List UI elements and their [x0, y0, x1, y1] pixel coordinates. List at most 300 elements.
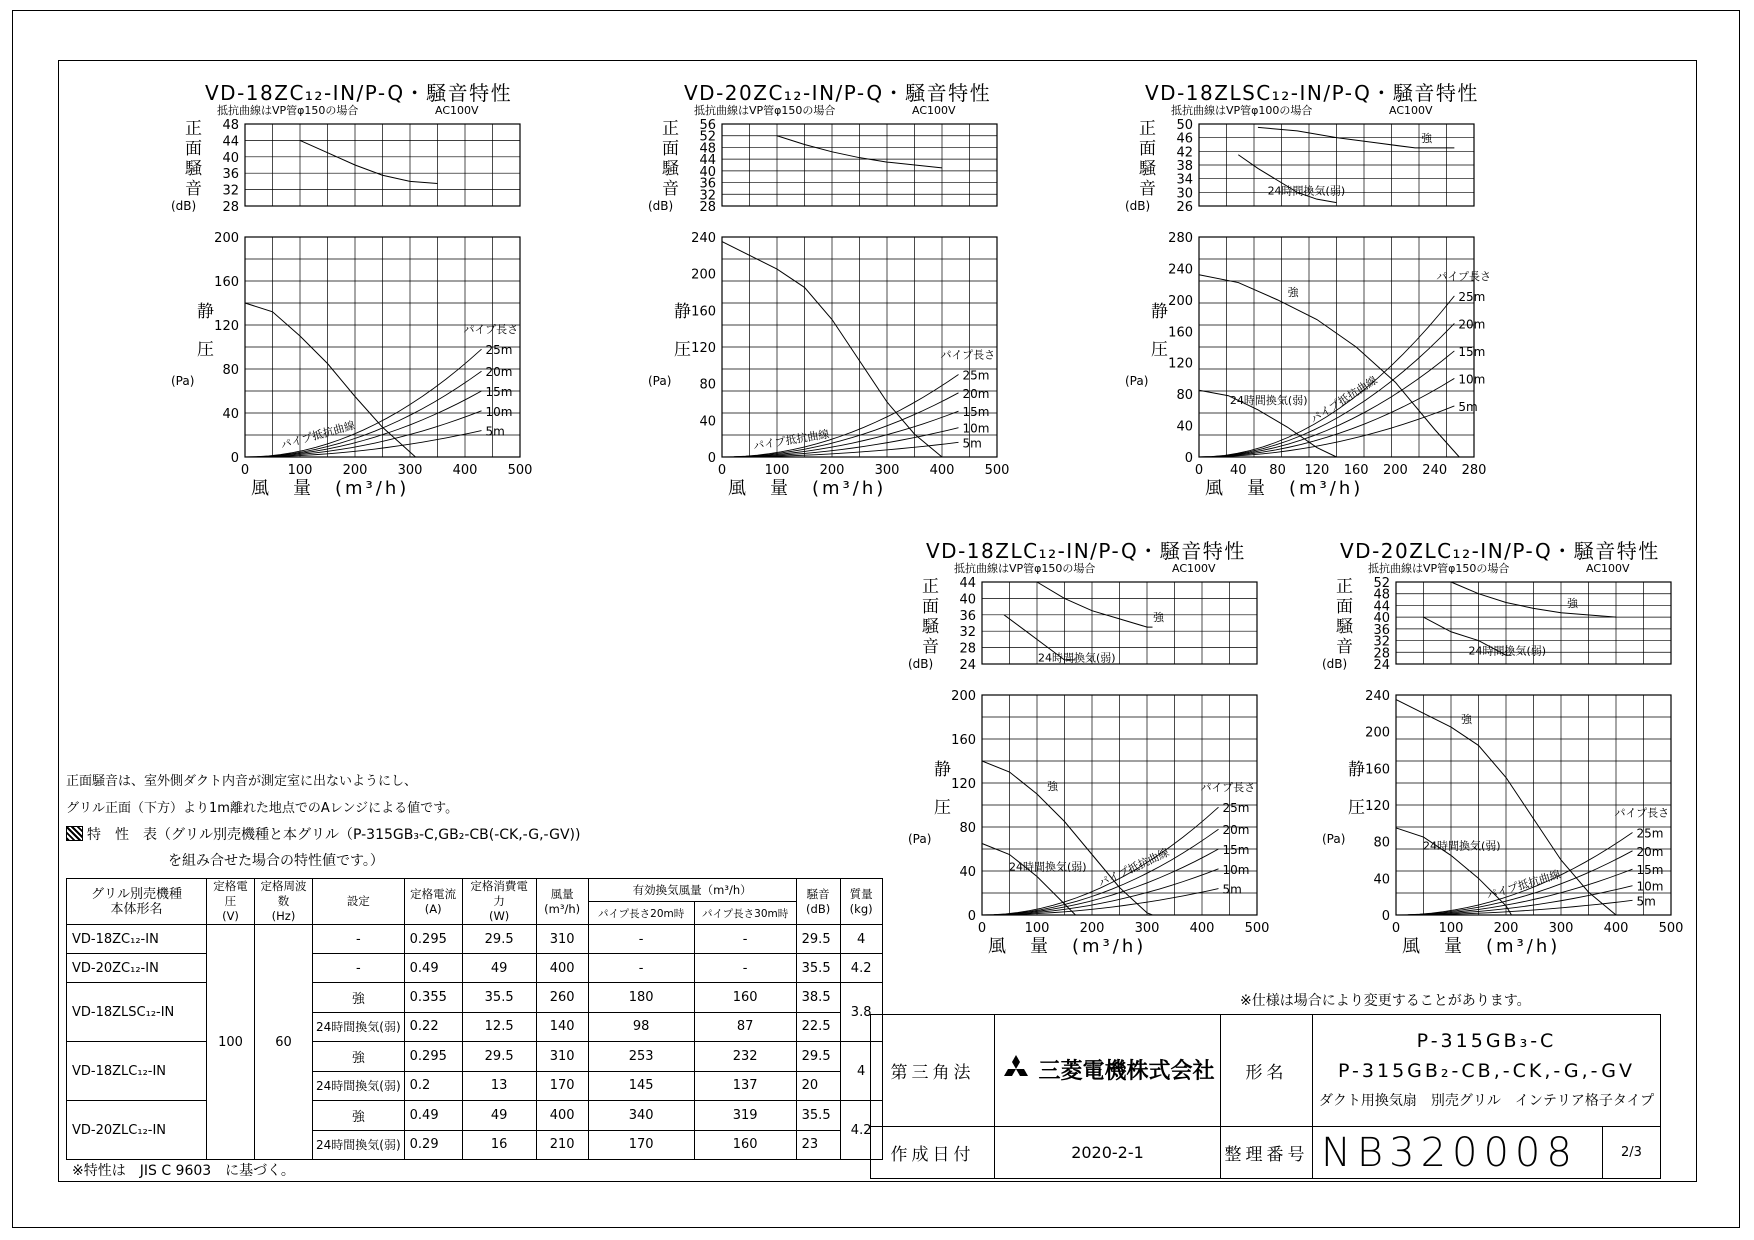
pipe-length-title: パイプ長さ: [1436, 269, 1492, 283]
pressure-ylabel-char: 静: [1151, 302, 1168, 322]
noise-ylabel-char: 騒: [662, 159, 679, 179]
cell-model: VD-18ZLSC₁₂-IN: [67, 983, 207, 1042]
cell-noise: 20: [796, 1071, 840, 1101]
table-row: [67, 954, 883, 983]
pq-y-tick-label: 80: [222, 363, 239, 378]
noise-tick-label: 24: [1373, 658, 1390, 673]
noise-tick-label: 26: [1176, 200, 1193, 215]
pipe-length-label: 10m: [485, 404, 513, 419]
pq-series-label: 24時間換気(弱): [1229, 393, 1308, 407]
pq-y-tick-label: 120: [1168, 356, 1193, 372]
noise-series-line: [1037, 582, 1153, 627]
cell-eff30: 232: [694, 1042, 796, 1072]
resistance-note: 抵抗曲線はVP管φ150の場合: [694, 104, 836, 117]
cell-setting: 24時間換気(弱): [313, 1012, 405, 1042]
chart-title: VD-18ZLC₁₂-IN/P-Q・騒音特性: [926, 539, 1246, 563]
cell-current: 0.355: [404, 983, 462, 1013]
pq-series-label: 強: [1287, 285, 1299, 299]
cell-airflow: 400: [536, 954, 588, 983]
pq-y-tick-label: 0: [1184, 451, 1193, 466]
cell-power: 29.5: [462, 925, 536, 954]
pipe-length-label: 10m: [1636, 879, 1664, 894]
pq-y-tick-label: 240: [1365, 689, 1390, 704]
pq-y-tick-label: 200: [1365, 725, 1390, 741]
cell-current: 0.29: [404, 1130, 462, 1160]
pq-y-tick-label: 240: [1168, 262, 1193, 278]
spec-heading: [66, 824, 580, 844]
pq-y-tick-label: 200: [691, 267, 716, 283]
cell-eff30: 137: [694, 1071, 796, 1101]
pipe-length-label: 25m: [1458, 289, 1486, 304]
noise-tick-label: 40: [959, 592, 976, 608]
page-number: 2/3: [1603, 1127, 1661, 1179]
cell-eff30: 319: [694, 1101, 796, 1131]
noise-tick-label: 32: [699, 188, 716, 204]
pq-x-tick-label: 160: [1343, 463, 1369, 478]
pq-x-tick-label: 300: [397, 463, 423, 478]
cell-setting: 24時間換気(弱): [313, 1071, 405, 1101]
noise-ylabel-char: 音: [185, 179, 202, 199]
cell-model: VD-18ZC₁₂-IN: [67, 925, 207, 954]
pipe-length-title: パイプ長さ: [940, 348, 996, 362]
noise-tick-label: 28: [959, 641, 976, 657]
pq-x-tick-label: 40: [1230, 463, 1247, 478]
cell-airflow: 310: [536, 1042, 588, 1072]
pq-y-tick-label: 200: [951, 689, 976, 704]
pq-x-tick-label: 200: [1079, 921, 1105, 936]
noise-tick-label: 40: [1373, 611, 1390, 627]
change-note: ※仕様は場合により変更することがあります。: [1240, 993, 1531, 1009]
pipe-length-label: 20m: [485, 365, 513, 380]
chart-title: VD-20ZLC₁₂-IN/P-Q・騒音特性: [1340, 539, 1660, 563]
cell-power: 13: [462, 1071, 536, 1101]
pq-series-line: [982, 844, 1076, 916]
pq-y-tick-label: 0: [707, 451, 716, 466]
cell-airflow: 310: [536, 925, 588, 954]
pipe-length-label: 5m: [1222, 882, 1242, 897]
pq-x-tick-label: 400: [1189, 921, 1215, 936]
resistance-curve-label: パイプ抵抗曲線: [1308, 373, 1380, 427]
noise-tick-label: 50: [1176, 118, 1193, 133]
company-cell: [995, 1015, 1221, 1127]
date-value: 2020-2-1: [995, 1127, 1221, 1179]
noise-tick-label: 32: [959, 625, 976, 641]
pq-y-tick-label: 160: [691, 304, 716, 320]
resistance-note: 抵抗曲線はVP管φ150の場合: [1368, 562, 1510, 575]
noise-ylabel-char: 正: [1336, 577, 1353, 597]
pq-x-tick-label: 100: [764, 463, 790, 478]
cell-current: 0.22: [404, 1012, 462, 1042]
pipe-length-label: 25m: [962, 368, 990, 383]
pq-y-tick-label: 40: [222, 407, 239, 422]
cell-airflow: 400: [536, 1101, 588, 1131]
pq-y-tick-label: 80: [1373, 835, 1390, 851]
pq-x-tick-label: 300: [874, 463, 900, 478]
pipe-length-label: 25m: [485, 343, 513, 358]
pipe-length-label: 10m: [1458, 372, 1486, 387]
pq-y-tick-label: 160: [1365, 762, 1390, 778]
pq-x-tick-label: 400: [929, 463, 955, 478]
pq-y-tick-label: 280: [1168, 231, 1193, 246]
th-effective: 有効換気風量（m³/h）: [588, 879, 796, 902]
noise-tick-label: 36: [699, 176, 716, 192]
pq-x-tick-label: 240: [1422, 463, 1448, 478]
cell-power: 16: [462, 1130, 536, 1160]
noise-unit: (dB): [648, 199, 674, 213]
noise-series-label: 24時間換気(弱): [1267, 184, 1346, 198]
spec-heading-2: を組み合せた場合の特性値です。）: [168, 853, 384, 869]
cell-model: VD-18ZLC₁₂-IN: [67, 1042, 207, 1101]
pq-x-tick-label: 500: [1244, 921, 1270, 936]
pipe-length-label: 20m: [1222, 823, 1250, 838]
pq-y-tick-label: 160: [951, 733, 976, 748]
pq-y-tick-label: 40: [1373, 872, 1390, 888]
noise-unit: (dB): [171, 199, 197, 213]
cell-current: 0.295: [404, 1042, 462, 1072]
pq-x-tick-label: 0: [1194, 463, 1204, 478]
mitsubishi-logo-icon: [1000, 1055, 1032, 1083]
noise-tick-label: 44: [959, 576, 976, 591]
pq-x-tick-label: 100: [287, 463, 313, 478]
cell-freq: 60: [255, 925, 313, 1160]
pq-x-tick-label: 80: [1269, 463, 1286, 478]
pipe-length-title: パイプ長さ: [1200, 781, 1256, 795]
pressure-unit: (Pa): [648, 374, 672, 388]
pressure-ylabel-char: 圧: [1151, 340, 1168, 360]
pipe-length-label: 15m: [962, 405, 990, 420]
th-current: 定格電流 (A): [404, 879, 462, 925]
pq-x-tick-label: 200: [1493, 921, 1519, 936]
pq-y-tick-label: 120: [214, 319, 239, 334]
pressure-ylabel-char: 静: [1348, 760, 1365, 780]
cell-eff30: 160: [694, 1130, 796, 1160]
resistance-curve-label: パイプ抵抗曲線: [1096, 845, 1172, 890]
noise-tick-label: 40: [699, 164, 716, 180]
ac-label: AC100V: [1586, 562, 1630, 575]
cell-power: 49: [462, 954, 536, 983]
pq-x-tick-label: 120: [1304, 463, 1330, 478]
pq-x-tick-label: 300: [1134, 921, 1160, 936]
pq-xlabel: 風 量 (m³/h): [1402, 936, 1561, 957]
company-name: 三菱電機株式会社: [1038, 1058, 1215, 1084]
cell-current: 0.49: [404, 1101, 462, 1131]
cell-noise: 29.5: [796, 1042, 840, 1072]
cell-eff20: 180: [588, 983, 694, 1013]
th-noise: 騒音 (dB): [796, 879, 840, 925]
table-row: [67, 925, 883, 954]
spec-table: [66, 878, 883, 1160]
pq-x-tick-label: 0: [717, 463, 727, 478]
th-voltage: 定格電圧 (V): [207, 879, 255, 925]
resistance-note: 抵抗曲線はVP管φ100の場合: [1171, 104, 1313, 117]
projection-label: 第三角法: [871, 1015, 995, 1127]
pipe-length-label: 20m: [1636, 844, 1664, 859]
noise-tick-label: 24: [959, 658, 976, 673]
model-1: P-315GB₃-C: [1416, 1029, 1557, 1052]
pq-x-tick-label: 0: [1391, 921, 1401, 936]
chart-title: VD-20ZC₁₂-IN/P-Q・騒音特性: [684, 81, 992, 105]
number-label: 整理番号: [1221, 1127, 1313, 1179]
chart-title: VD-18ZC₁₂-IN/P-Q・騒音特性: [205, 81, 513, 105]
pressure-unit: (Pa): [171, 374, 195, 388]
noise-tick-label: 28: [699, 200, 716, 215]
pq-y-tick-label: 40: [959, 865, 976, 880]
noise-tick-label: 40: [222, 150, 239, 166]
pq-y-tick-label: 80: [699, 377, 716, 393]
pipe-length-label: 25m: [1636, 826, 1664, 841]
noise-series-label: 24時間換気(弱): [1468, 644, 1547, 658]
pressure-ylabel-char: 静: [674, 302, 691, 322]
pq-x-tick-label: 400: [1603, 921, 1629, 936]
pq-y-tick-label: 40: [699, 414, 716, 430]
noise-ylabel-char: 正: [662, 119, 679, 139]
pq-series-line: [982, 761, 1153, 915]
noise-tick-label: 28: [222, 200, 239, 215]
cell-eff20: 170: [588, 1130, 694, 1160]
pq-y-tick-label: 160: [214, 275, 239, 290]
pipe-length-label: 15m: [485, 385, 513, 399]
noise-tick-label: 48: [1373, 587, 1390, 603]
pq-y-tick-label: 80: [1176, 388, 1193, 404]
cell-noise: 22.5: [796, 1012, 840, 1042]
resistance-curve-label: パイプ抵抗曲線: [279, 418, 357, 452]
jis-note: ※特性は JIS C 9603 に基づく。: [72, 1163, 295, 1179]
pq-y-tick-label: 200: [1168, 293, 1193, 309]
cell-airflow: 260: [536, 983, 588, 1013]
noise-ylabel-char: 面: [662, 139, 679, 159]
cell-model: VD-20ZC₁₂-IN: [67, 954, 207, 983]
pq-x-tick-label: 400: [452, 463, 478, 478]
cell-noise: 35.5: [796, 954, 840, 983]
pressure-ylabel-char: 圧: [1348, 798, 1365, 818]
cell-noise: 38.5: [796, 983, 840, 1013]
table-row: [67, 1042, 883, 1072]
cell-power: 12.5: [462, 1012, 536, 1042]
cell-power: 49: [462, 1101, 536, 1131]
pq-x-tick-label: 200: [342, 463, 368, 478]
noise-unit: (dB): [908, 657, 934, 671]
pressure-ylabel-char: 圧: [934, 798, 951, 818]
spec-square-icon: [66, 826, 83, 841]
pipe-length-label: 25m: [1222, 801, 1250, 816]
pipe-length-label: 15m: [1636, 863, 1664, 878]
title-block: [870, 1014, 1661, 1179]
noise-series-label: 強: [1421, 131, 1433, 145]
cell-eff20: 253: [588, 1042, 694, 1072]
cell-current: 0.2: [404, 1071, 462, 1101]
resistance-curve-label: パイプ抵抗曲線: [752, 427, 831, 453]
noise-ylabel-char: 音: [922, 637, 939, 657]
ac-label: AC100V: [1389, 104, 1433, 117]
noise-ylabel-char: 音: [1139, 179, 1156, 199]
noise-tick-label: 44: [699, 153, 716, 169]
noise-ylabel-char: 面: [1139, 139, 1156, 159]
spec-body: [67, 925, 883, 1160]
pq-x-tick-label: 200: [819, 463, 845, 478]
noise-series-label: 強: [1567, 596, 1578, 610]
pq-y-tick-label: 200: [214, 231, 239, 246]
cell-eff20: 145: [588, 1071, 694, 1101]
model-2: P-315GB₂-CB,-CK,-G,-GV: [1338, 1059, 1635, 1082]
pipe-length-title: パイプ長さ: [1614, 806, 1670, 820]
pq-y-tick-label: 0: [967, 909, 976, 924]
noise-tick-label: 38: [1176, 159, 1193, 174]
pq-x-tick-label: 100: [1438, 921, 1464, 936]
pq-y-tick-label: 120: [691, 341, 716, 356]
pq-y-tick-label: 120: [1365, 799, 1390, 814]
noise-tick-label: 46: [1176, 131, 1193, 147]
pq-xlabel: 風 量 (m³/h): [728, 478, 887, 499]
cell-airflow: 140: [536, 1012, 588, 1042]
pq-x-tick-label: 300: [1548, 921, 1574, 936]
chart-title: VD-18ZLSC₁₂-IN/P-Q・騒音特性: [1145, 81, 1479, 105]
note-line-2: グリル正面（下方）より1m離れた地点でのAレンジによる値です。: [66, 801, 459, 816]
noise-tick-label: 48: [222, 118, 239, 133]
noise-tick-label: 44: [1373, 599, 1390, 615]
noise-unit: (dB): [1125, 199, 1151, 213]
cell-model: VD-20ZLC₁₂-IN: [67, 1101, 207, 1160]
th-power: 定格消費電力 (W): [462, 879, 536, 925]
model-desc: ダクト用換気扇 別売グリル インテリア格子タイプ: [1318, 1092, 1655, 1109]
cell-power: 35.5: [462, 983, 536, 1013]
cell-mass: 4: [840, 925, 882, 954]
pq-x-tick-label: 500: [984, 463, 1010, 478]
noise-tick-label: 44: [222, 134, 239, 150]
cell-noise: 29.5: [796, 925, 840, 954]
noise-tick-label: 52: [1373, 576, 1390, 591]
pressure-unit: (Pa): [1322, 832, 1346, 846]
noise-tick-label: 34: [1176, 172, 1193, 188]
cell-eff30: -: [694, 925, 796, 954]
noise-ylabel-char: 騒: [922, 617, 939, 637]
noise-ylabel-char: 面: [922, 597, 939, 617]
th-eff30: パイプ長さ30m時: [694, 902, 796, 925]
pipe-length-title: パイプ長さ: [463, 323, 519, 337]
resistance-curve-label: パイプ抵抗曲線: [1484, 867, 1563, 903]
cell-current: 0.49: [404, 954, 462, 983]
pipe-length-label: 5m: [962, 436, 982, 451]
pressure-unit: (Pa): [1125, 374, 1149, 388]
cell-current: 0.295: [404, 925, 462, 954]
pq-series-label: 24時間換気(弱): [1423, 839, 1501, 853]
cell-eff20: -: [588, 954, 694, 983]
pipe-length-label: 5m: [1636, 894, 1656, 909]
pipe-length-label: 10m: [962, 421, 990, 436]
pq-y-tick-label: 0: [230, 451, 239, 466]
cell-eff30: 160: [694, 983, 796, 1013]
ac-label: AC100V: [435, 104, 479, 117]
noise-ylabel-char: 正: [922, 577, 939, 597]
spec-heading-text: 特 性 表（グリル別売機種と本グリル（P-315GB₃-C,GB₂-CB(-CK,-G,-GV)): [87, 827, 581, 843]
pressure-ylabel-char: 静: [934, 760, 951, 780]
noise-unit: (dB): [1322, 657, 1348, 671]
model-cell: [1313, 1015, 1661, 1127]
noise-ylabel-char: 正: [1139, 119, 1156, 139]
cell-setting: 24時間換気(弱): [313, 1130, 405, 1160]
cell-noise: 35.5: [796, 1101, 840, 1131]
cell-noise: 23: [796, 1130, 840, 1160]
th-mass: 質量 (kg): [840, 879, 882, 925]
noise-series-label: 24時間換気(弱): [1038, 651, 1116, 665]
noise-tick-label: 36: [959, 608, 976, 624]
drawing-number: NB320008: [1313, 1127, 1603, 1179]
cell-eff20: 98: [588, 1012, 694, 1042]
pq-y-tick-label: 0: [1381, 909, 1390, 924]
pipe-length-label: 20m: [962, 386, 990, 401]
table-row: [67, 1101, 883, 1131]
date-label: 作成日付: [871, 1127, 995, 1179]
pressure-unit: (Pa): [908, 832, 932, 846]
noise-tick-label: 30: [1176, 186, 1193, 202]
noise-tick-label: 36: [1373, 622, 1390, 638]
pressure-ylabel-char: 圧: [197, 340, 214, 360]
cell-eff30: -: [694, 954, 796, 983]
pq-y-tick-label: 240: [691, 231, 716, 246]
pipe-curve: [1199, 296, 1454, 457]
noise-tick-label: 42: [1176, 145, 1193, 161]
noise-ylabel-char: 騒: [185, 159, 202, 179]
ac-label: AC100V: [912, 104, 956, 117]
pq-x-tick-label: 200: [1383, 463, 1408, 478]
noise-ylabel-char: 騒: [1336, 617, 1353, 637]
noise-tick-label: 32: [222, 183, 239, 199]
th-freq: 定格周波数 (Hz): [255, 879, 313, 925]
pq-xlabel: 風 量 (m³/h): [251, 478, 410, 499]
cell-setting: -: [313, 954, 405, 983]
noise-tick-label: 48: [699, 141, 716, 157]
cell-mass: 3.8: [840, 983, 882, 1042]
cell-setting: 強: [313, 983, 405, 1013]
th-model: グリル別売機種 本体形名: [67, 879, 207, 925]
ac-label: AC100V: [1172, 562, 1216, 575]
resistance-note: 抵抗曲線はVP管φ150の場合: [217, 104, 359, 117]
pq-xlabel: 風 量 (m³/h): [1205, 478, 1364, 499]
th-airflow: 風量 (m³/h): [536, 879, 588, 925]
noise-series-label: 強: [1153, 611, 1164, 625]
pipe-length-label: 5m: [485, 424, 505, 439]
noise-ylabel-char: 音: [1336, 637, 1353, 657]
model-label: 形名: [1221, 1015, 1313, 1127]
cell-setting: 強: [313, 1101, 405, 1131]
noise-ylabel-char: 正: [185, 119, 202, 139]
pq-x-tick-label: 0: [977, 921, 987, 936]
pq-x-tick-label: 100: [1024, 921, 1050, 936]
cell-mass: 4: [840, 1042, 882, 1101]
pipe-length-label: 10m: [1222, 862, 1250, 877]
noise-tick-label: 32: [1373, 634, 1390, 650]
pq-x-tick-label: 500: [1658, 921, 1684, 936]
cell-eff30: 87: [694, 1012, 796, 1042]
pq-y-tick-label: 40: [1176, 419, 1193, 435]
resistance-note: 抵抗曲線はVP管φ150の場合: [954, 562, 1096, 575]
th-setting: 設定: [313, 879, 405, 925]
noise-tick-label: 56: [699, 118, 716, 133]
pipe-length-label: 20m: [1458, 317, 1486, 332]
noise-ylabel-char: 面: [185, 139, 202, 159]
cell-airflow: 210: [536, 1130, 588, 1160]
noise-tick-label: 28: [1373, 646, 1390, 662]
cell-mass: 4.2: [840, 1101, 882, 1160]
cell-eff20: -: [588, 925, 694, 954]
noise-ylabel-char: 音: [662, 179, 679, 199]
noise-ylabel-char: 面: [1336, 597, 1353, 617]
cell-power: 29.5: [462, 1042, 536, 1072]
pq-series-label: 24時間換気(弱): [1009, 860, 1087, 874]
pq-x-tick-label: 500: [507, 463, 533, 478]
cell-voltage: 100: [207, 925, 255, 1160]
pipe-length-label: 5m: [1458, 399, 1478, 414]
pressure-ylabel-char: 静: [197, 302, 214, 322]
